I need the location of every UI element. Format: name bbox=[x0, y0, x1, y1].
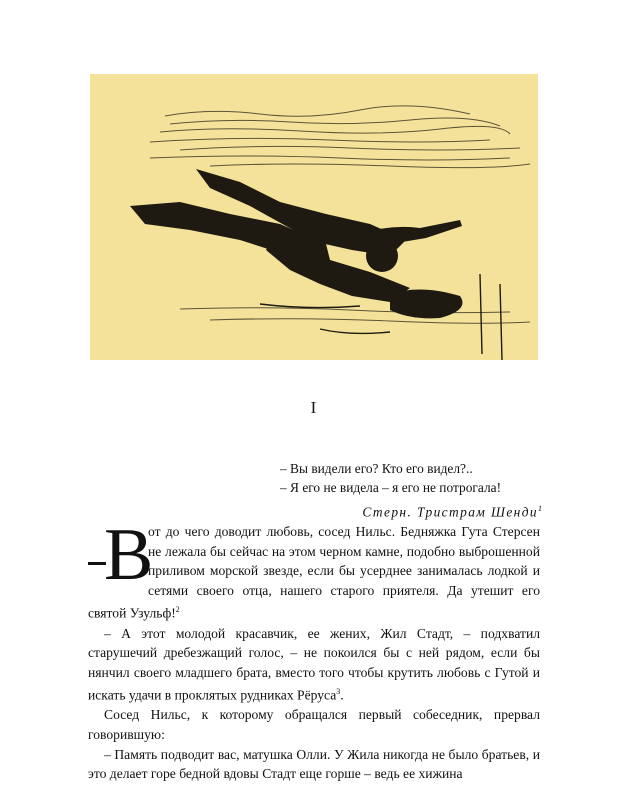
epigraph-source-text: Стерн. Тристрам Шенди bbox=[362, 504, 538, 520]
epigraph-line: – Я его не видела – я его не потрогала! bbox=[280, 480, 502, 495]
chapter-body bbox=[88, 514, 540, 784]
drop-cap bbox=[88, 514, 154, 600]
chapter-number: I bbox=[310, 398, 317, 417]
epigraph-line: – Вы видели его? Кто его видел?.. bbox=[280, 461, 473, 476]
paragraph-text: – А этот молодой красавчик, ее жених, Жил Стадт, – подхватил старушечий дребезжащий голос, – не покоился бы с ней рядом, если бы нянчил своего младшего брата, вместо того чтобы крутить любовь с Гутой и искать удачи в проклятых рудниках Рёруса bbox=[88, 625, 540, 703]
paragraph-text: от до чего доводит любовь, сосед Нильс. Бедняжка Гута Стерсен не лежала бы сейчас на этом черном камне, подобно выброшенной приливом морской звезде, если бы усерднее занималась лодкой и сетями своего отца, нашего старого приятеля. Да утешит его святой Узульф! bbox=[88, 524, 540, 621]
paragraph: Сосед Нильс, к которому обращался первый собеседник, прервал говорившую: bbox=[88, 707, 540, 742]
epigraph-source bbox=[242, 499, 542, 521]
paragraph-end: . bbox=[340, 687, 344, 703]
footnote-ref[interactable]: 3 bbox=[336, 687, 341, 697]
epigraph bbox=[242, 459, 542, 521]
engraving-drowned-man-icon bbox=[90, 74, 538, 360]
drop-cap-letter: В bbox=[104, 514, 154, 596]
paragraph bbox=[88, 514, 540, 624]
paragraph bbox=[88, 624, 540, 706]
illustration bbox=[90, 74, 538, 360]
footnote-ref[interactable]: 2 bbox=[175, 605, 180, 615]
paragraph: – Память подводит вас, матушка Олли. У Жила никогда не было братьев, и это делает горе бедной вдовы Стадт еще горше – ведь ее хижина bbox=[88, 746, 540, 782]
footnote-ref[interactable]: 1 bbox=[538, 504, 542, 513]
